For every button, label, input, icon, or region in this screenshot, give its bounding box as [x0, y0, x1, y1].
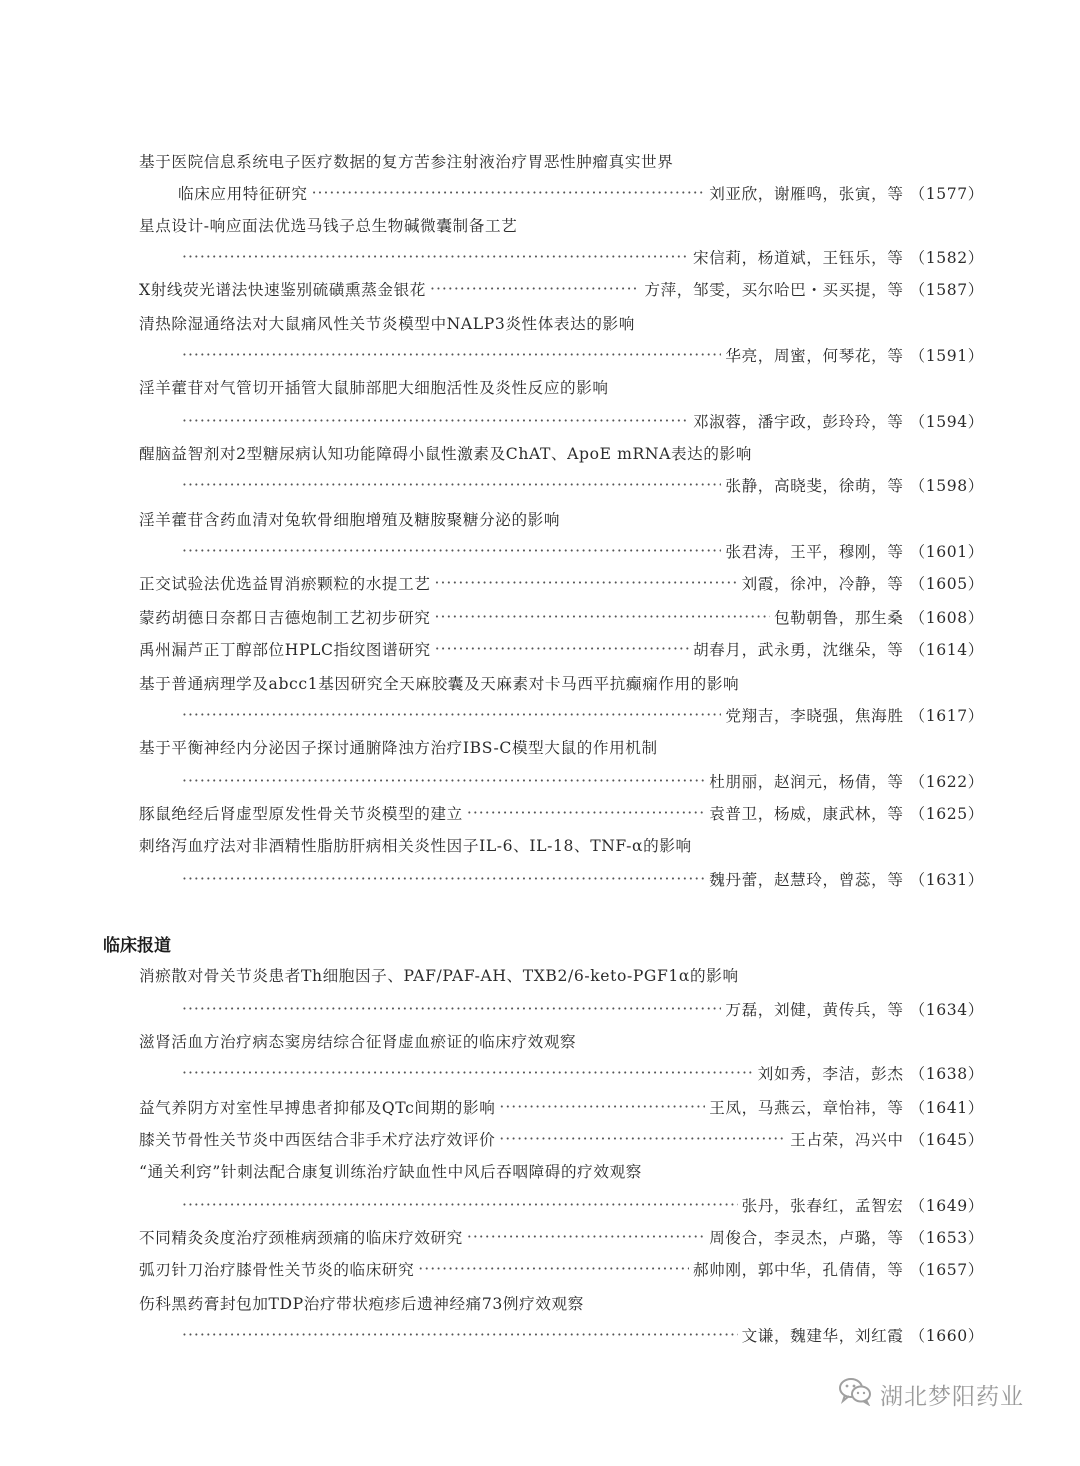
dot-leader [418, 1260, 689, 1278]
dot-leader [182, 870, 705, 888]
toc-entry-authors: 魏丹蕾，赵慧玲，曾蕊，等 [709, 871, 904, 889]
toc-entry-line [0, 1058, 1080, 1088]
dot-leader [182, 1196, 738, 1214]
toc-entry-line [0, 470, 1080, 500]
toc-entry-title: 基于平衡神经内分泌因子探讨通腑降浊方治疗IBS-C模型大鼠的作用机制 [139, 739, 658, 757]
toc-entry-title: 正交试验法优选益胃消瘀颗粒的水提工艺 [139, 575, 431, 593]
toc-entry-title: 消瘀散对骨关节炎患者Th细胞因子、PAF/PAF-AH、TXB2/6-keto-PGF1α的影响 [139, 967, 739, 985]
toc-entry-page: （1577） [909, 185, 984, 203]
toc-entry-authors: 党翔吉，李晓强，焦海胜 [725, 707, 904, 725]
toc-entry-line [0, 994, 1080, 1024]
toc-entry-title: 星点设计-响应面法优选马钱子总生物碱微囊制备工艺 [139, 217, 518, 235]
toc-entry-line [0, 1288, 1080, 1318]
toc-entry-line [0, 274, 1080, 304]
toc-entry-authors: 杜朋丽，赵润元，杨倩，等 [709, 773, 904, 791]
dot-leader [435, 640, 689, 658]
toc-entry-page: （1645） [909, 1131, 984, 1149]
toc-entry-title: X射线荧光谱法快速鉴别硫磺熏蒸金银花 [139, 281, 426, 299]
toc-entry-line [0, 1222, 1080, 1252]
toc-entry-title: 禹州漏芦正丁醇部位HPLC指纹图谱研究 [139, 641, 431, 659]
toc-entry-page: （1608） [909, 609, 984, 627]
toc-entry-authors: 邓淑蓉，潘宇政，彭玲玲，等 [692, 413, 904, 431]
toc-entry-authors: 刘霞，徐冲，冷静，等 [741, 575, 904, 593]
toc-entry-title: 不同精灸灸度治疗颈椎病颈痛的临床疗效研究 [139, 1229, 463, 1247]
toc-entry-page: （1582） [909, 249, 984, 267]
toc-entry-authors: 张静，高晓斐，徐萌，等 [725, 477, 904, 495]
toc-entry-authors: 周俊合，李灵杰，卢璐，等 [709, 1229, 904, 1247]
toc-entry-line [0, 242, 1080, 272]
toc-entry-line [0, 1026, 1080, 1056]
toc-entry-page: （1614） [909, 641, 984, 659]
toc-entry-title: 淫羊藿苷含药血清对兔软骨细胞增殖及糖胺聚糖分泌的影响 [139, 511, 561, 529]
toc-entry-line [0, 732, 1080, 762]
toc-entry-line [0, 406, 1080, 436]
toc-entry-line [0, 210, 1080, 240]
toc-entry-title: 伤科黑药膏封包加TDP治疗带状疱疹后遗神经痛73例疗效观察 [139, 1295, 584, 1313]
dot-leader [430, 280, 640, 298]
toc-entry-line [0, 1254, 1080, 1284]
dot-leader [182, 706, 721, 724]
toc-entry-authors: 华亮，周蜜，何琴花，等 [725, 347, 904, 365]
toc-entry-page: （1594） [909, 413, 984, 431]
toc-entry-line [0, 178, 1080, 208]
toc-entry-line [0, 568, 1080, 598]
toc-entry-line [0, 634, 1080, 664]
toc-entry-title: 弧刃针刀治疗膝骨性关节炎的临床研究 [139, 1261, 415, 1279]
toc-entry-line [0, 700, 1080, 730]
dot-leader [499, 1130, 786, 1148]
toc-entry-line [0, 798, 1080, 828]
dot-leader [182, 1000, 721, 1018]
toc-entry-title: 基于医院信息系统电子医疗数据的复方苦参注射液治疗胃恶性肿瘤真实世界 [139, 153, 674, 171]
toc-entry-page: （1622） [909, 773, 984, 791]
toc-entry-authors: 王占荣，冯兴中 [790, 1131, 904, 1149]
dot-leader [312, 184, 706, 202]
toc-entry-page: （1638） [909, 1065, 984, 1083]
dot-leader [182, 542, 721, 560]
toc-entry-title: 醒脑益智剂对2型糖尿病认知功能障碍小鼠性激素及ChAT、ApoE mRNA表达的影响 [139, 445, 752, 463]
toc-entry-title: 淫羊藿苷对气管切开插管大鼠肺部肥大细胞活性及炎性反应的影响 [139, 379, 609, 397]
toc-entry-authors: 包勒朝鲁，那生桑 [773, 609, 904, 627]
toc-entry-authors: 胡春月，武永勇，沈继朵，等 [692, 641, 904, 659]
toc-entry-line [0, 602, 1080, 632]
toc-entry-line [0, 438, 1080, 468]
toc-entry-line [0, 668, 1080, 698]
toc-entry-page: （1660） [909, 1327, 984, 1345]
toc-entry-line [0, 146, 1080, 176]
toc-entry-line [0, 960, 1080, 990]
toc-entry-line [0, 1092, 1080, 1122]
toc-entry-authors: 张君涛，王平，穆刚，等 [725, 543, 904, 561]
toc-entry-line [0, 1124, 1080, 1154]
toc-entry-page: （1605） [909, 575, 984, 593]
wechat-icon [838, 1376, 872, 1412]
dot-leader [435, 608, 770, 626]
toc-entry-authors: 文谦，魏建华，刘红霞 [741, 1327, 904, 1345]
toc-entry-line [0, 1320, 1080, 1350]
toc-entry-page: （1634） [909, 1001, 984, 1019]
watermark-text: 湖北梦阳药业 [880, 1383, 1024, 1410]
toc-entry-line [0, 830, 1080, 860]
toc-entry-title: 滋肾活血方治疗病态窦房结综合征肾虚血瘀证的临床疗效观察 [139, 1033, 577, 1051]
toc-entry-line [0, 504, 1080, 534]
toc-entry-title: 清热除湿通络法对大鼠痛风性关节炎模型中NALP3炎性体表达的影响 [139, 315, 635, 333]
toc-entry-authors: 刘亚欣，谢雁鸣，张寅，等 [709, 185, 904, 203]
toc-entry-line [0, 1156, 1080, 1186]
toc-entry-title: 蒙药胡德日奈都日吉德炮制工艺初步研究 [139, 609, 431, 627]
toc-entry-title: 刺络泻血疗法对非酒精性脂肪肝病相关炎性因子IL-6、IL-18、TNF-α的影响 [139, 837, 692, 855]
dot-leader [435, 574, 738, 592]
dot-leader [182, 248, 689, 266]
toc-entry-authors: 刘如秀，李洁，彭杰 [757, 1065, 904, 1083]
toc-entry-title: 膝关节骨性关节炎中西医结合非手术疗法疗效评价 [139, 1131, 496, 1149]
toc-entry-authors: 郝帅刚，郭中华，孔倩倩，等 [692, 1261, 904, 1279]
toc-entry-title: 豚鼠绝经后肾虚型原发性骨关节炎模型的建立 [139, 805, 463, 823]
toc-entry-line [0, 340, 1080, 370]
toc-entry-page: （1653） [909, 1229, 984, 1247]
toc-entry-authors: 王凤，马燕云，章怡祎，等 [709, 1099, 904, 1117]
toc-entry-page: （1631） [909, 871, 984, 889]
toc-entry-page: （1587） [909, 281, 984, 299]
toc-entry-page: （1617） [909, 707, 984, 725]
dot-leader [182, 772, 705, 790]
toc-entry-title: “通关利窍”针刺法配合康复训练治疗缺血性中风后吞咽障碍的疗效观察 [139, 1163, 642, 1181]
toc-entry-page: （1598） [909, 477, 984, 495]
dot-leader [467, 804, 705, 822]
toc-entry-page: （1641） [909, 1099, 984, 1117]
toc-entry-title: 基于普通病理学及abcc1基因研究全天麻胶囊及天麻素对卡马西平抗癫痫作用的影响 [139, 675, 740, 693]
watermark [838, 1374, 1024, 1414]
dot-leader [499, 1098, 705, 1116]
toc-entry-line [0, 536, 1080, 566]
toc-entry-line [0, 372, 1080, 402]
section-heading-clinical-reports: 临床报道 [103, 935, 171, 956]
toc-entry-page: （1625） [909, 805, 984, 823]
toc-entry-authors: 宋信莉，杨道斌，王钰乐，等 [692, 249, 904, 267]
toc-entry-line [0, 766, 1080, 796]
dot-leader [467, 1228, 705, 1246]
toc-entry-line [0, 308, 1080, 338]
toc-entry-page: （1649） [909, 1197, 984, 1215]
dot-leader [182, 412, 689, 430]
dot-leader [182, 476, 721, 494]
toc-entry-page: （1601） [909, 543, 984, 561]
toc-entry-authors: 张丹，张春红，孟智宏 [741, 1197, 904, 1215]
toc-entry-line [0, 1190, 1080, 1220]
toc-entry-authors: 万磊，刘健，黄传兵，等 [725, 1001, 904, 1019]
toc-entry-authors: 方萍，邹雯，买尔哈巴・买买提，等 [644, 281, 904, 299]
toc-entry-title: 益气养阴方对室性早搏患者抑郁及QTc间期的影响 [139, 1099, 496, 1117]
toc-entry-page: （1591） [909, 347, 984, 365]
toc-entry-title: 临床应用特征研究 [178, 185, 308, 203]
dot-leader [182, 346, 721, 364]
toc-entry-page: （1657） [909, 1261, 984, 1279]
dot-leader [182, 1064, 754, 1082]
toc-entry-authors: 袁普卫，杨威，康武林，等 [709, 805, 904, 823]
dot-leader [182, 1326, 738, 1344]
toc-entry-line [0, 864, 1080, 894]
